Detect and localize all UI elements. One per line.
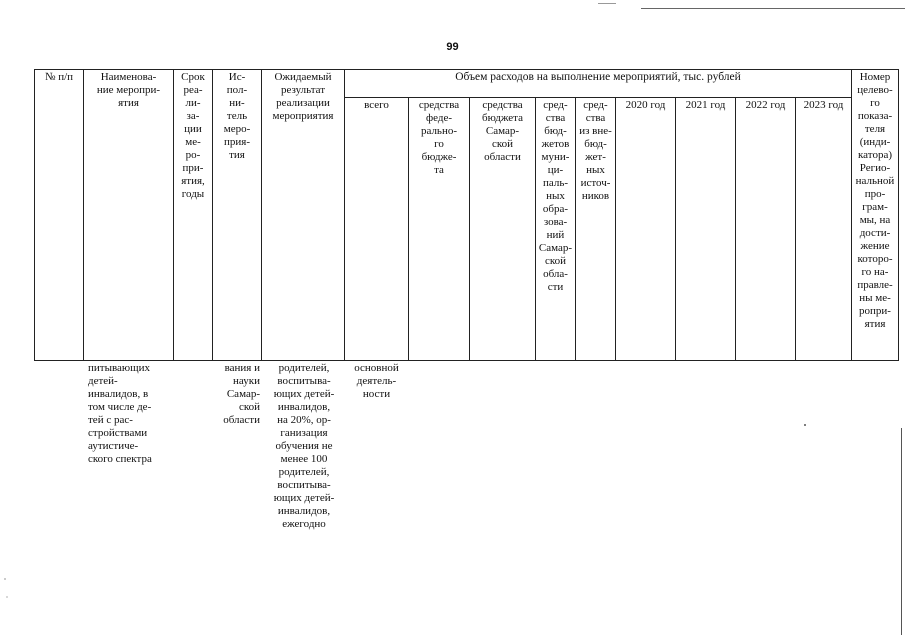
row-executor-continuation: вания и науки Самар- ской области bbox=[223, 362, 260, 426]
header-expenses-group: Объем расходов на выполнение мероприятий, тыс. рублей bbox=[344, 69, 852, 98]
subheader-municipal: сред- ства бюд- жетов муни- ци- паль- ных обра- зова- ний Самар- ской обла- сти bbox=[535, 97, 576, 361]
header-name: Наименова- ние меропри- ятия bbox=[83, 69, 174, 361]
page-number: 99 bbox=[446, 41, 459, 53]
top-scan-rule-short bbox=[598, 3, 616, 4]
scan-speck-left-2 bbox=[6, 596, 8, 598]
row-total-continuation: основной деятель- ности bbox=[354, 362, 399, 400]
top-scan-rule bbox=[641, 8, 905, 9]
header-term: Срок реа- ли- за- ции ме- ро- при- ятия, годы bbox=[173, 69, 213, 361]
subheader-federal: средства феде- рально- го бюдже- та bbox=[408, 97, 470, 361]
subheader-total: всего bbox=[344, 97, 409, 361]
subheader-regional: средства бюджета Самар- ской области bbox=[469, 97, 536, 361]
subheader-2022: 2022 год bbox=[735, 97, 796, 361]
subheader-2020: 2020 год bbox=[615, 97, 676, 361]
subheader-2023: 2023 год bbox=[795, 97, 852, 361]
subheader-2021: 2021 год bbox=[675, 97, 736, 361]
right-margin-scan-line bbox=[901, 428, 902, 635]
header-num: № п/п bbox=[34, 69, 84, 361]
row-result-continuation: родителей, воспитыва- ющих детей- инвалидов, на 20%, ор- ганизация обучения не менее 100 родителей, воспитыва- ющих детей- инвалидов, ежегодно bbox=[273, 362, 335, 530]
scan-speck-left bbox=[4, 578, 6, 580]
header-result: Ожидаемый результат реализации мероприятия bbox=[261, 69, 345, 361]
subheader-extrabudget: сред- ства из вне- бюд- жет- ных источ- ников bbox=[575, 97, 616, 361]
header-executor: Ис- пол- ни- тель меро- прия- тия bbox=[212, 69, 262, 361]
row-name-continuation: питывающих детей- инвалидов, в том числе де- тей с рас- стройствами аутистиче- ского спектра bbox=[88, 362, 152, 465]
scan-speck bbox=[804, 424, 806, 426]
header-indicator: Номер целево- го показа- теля (инди- катора) Регио- нальной про- грам- мы, на дости- жение которо- го на- правле- ны ме- ропри- ятия bbox=[851, 69, 899, 361]
